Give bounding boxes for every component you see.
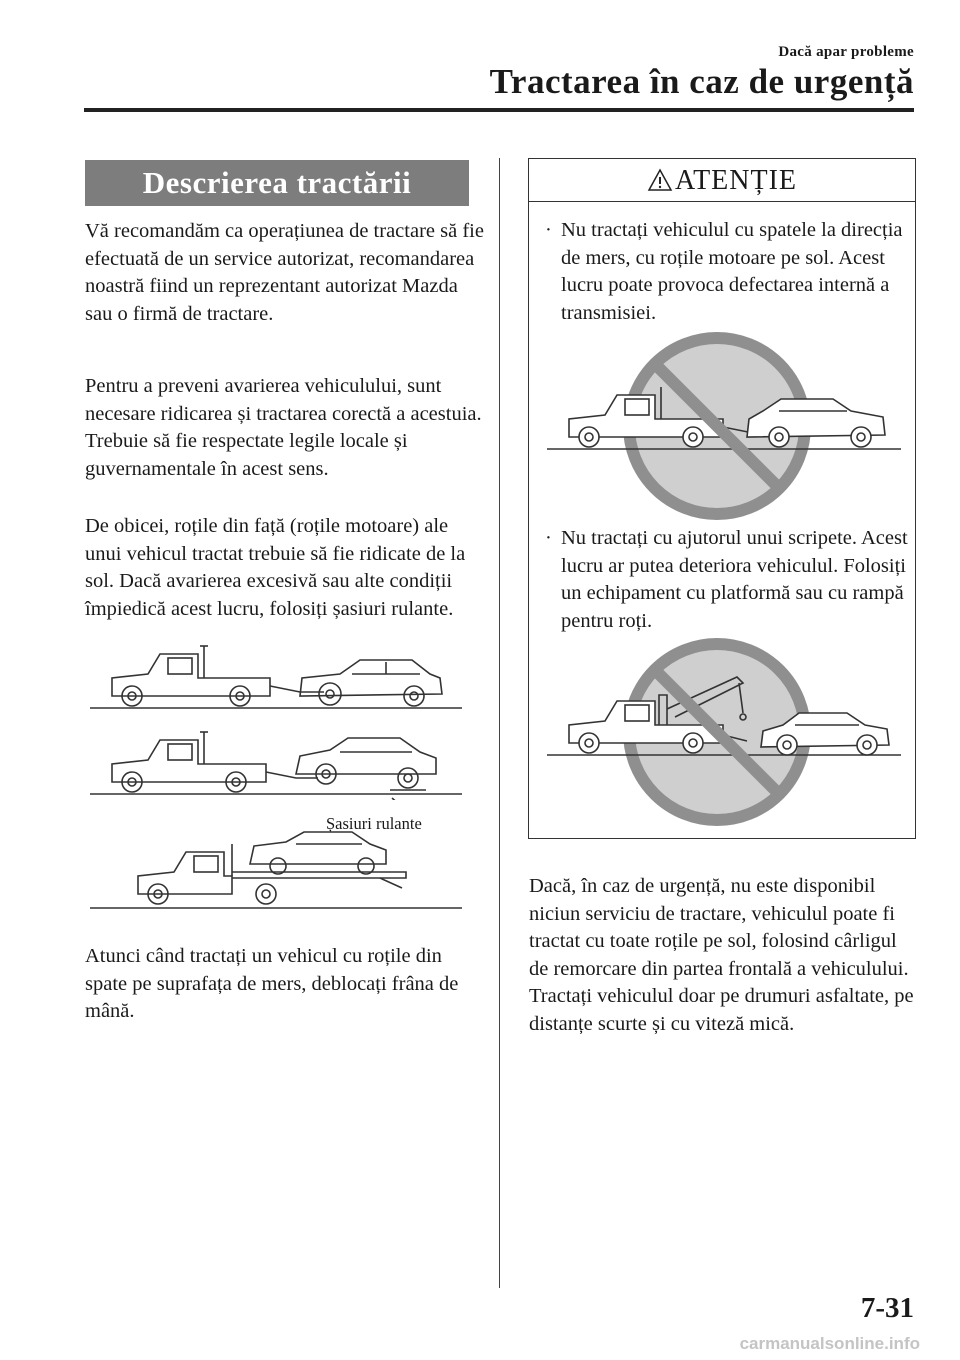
paragraph-4: Atunci când tractați un vehicul cu roțile din spate pe suprafața de mers, deblocați frâna de mână. <box>85 945 459 1022</box>
caution-bullet-2 <box>543 525 921 635</box>
column-divider <box>499 158 500 1288</box>
caution-title: ATENȚIE <box>674 165 798 196</box>
header-rule <box>84 108 914 112</box>
section-heading: Descrierea tractării <box>85 160 469 206</box>
paragraph-1: Vă recomandăm ca operațiunea de tractare să fie efectuată de un service autorizat, recomandarea noastră fiind un reprezentant autorizat Mazda sau o firmă de tractare. <box>85 220 484 325</box>
page-number: 7-31 <box>860 1292 914 1324</box>
prohibited-reverse-tow-illustration <box>547 331 907 521</box>
paragraph-3: De obicei, roțile din față (roțile motoare) ale unui vehicul tractat trebuie să fie ridicate de la sol. Dacă avarierea excesivă sau alte condiții împiedică acest lucru, folosiți șasiuri rulante. <box>85 515 466 620</box>
warning-triangle-icon <box>647 168 673 192</box>
prohibited-winch-tow-illustration <box>547 637 907 827</box>
dolly-label: Șasiuri rulante <box>326 814 422 833</box>
caution-bullet-2-text: Nu tractați cu ajutorul unui scripete. Acest lucru ar putea deteriora vehiculul. Folosiți un echipament cu platformă sau cu rampă pentru roți. <box>561 527 908 632</box>
bullet-dot-icon: · <box>545 527 552 549</box>
caution-bullet-1-text: Nu tractați vehiculul cu spatele la direcția de mers, cu roțile motoare pe sol. Acest lucru poate provoca defectarea internă a transmisiei. <box>561 219 903 324</box>
tow-illustration-flatbed <box>90 828 465 912</box>
header-section: Dacă apar probleme <box>778 44 914 60</box>
page-title: Tractarea în caz de urgență <box>489 62 914 101</box>
caution-box <box>528 158 916 839</box>
tow-illustration-wheel-lift <box>90 640 465 712</box>
tow-illustration-dolly <box>90 728 465 800</box>
footer-watermark: carmanualsonline.info <box>739 1334 920 1353</box>
caution-bullet-1 <box>543 217 921 327</box>
paragraph-5: Dacă, în caz de urgență, nu este disponibil niciun serviciu de tractare, vehiculul poate fi tractat cu toate roțile pe sol, folosind cârligul de remorcare din partea frontală a vehiculului. Tractați vehiculul doar pe drumuri asfaltate, pe distanțe scurte și cu viteză mică. <box>529 875 914 1035</box>
paragraph-2: Pentru a preveni avarierea vehiculului, sunt necesare ridicarea și tractarea corectă a acestuia. Trebuie să fie respectate legile locale și guvernamentale în acest sens. <box>85 375 482 480</box>
caution-header <box>529 159 915 202</box>
bullet-dot-icon: · <box>545 219 552 241</box>
